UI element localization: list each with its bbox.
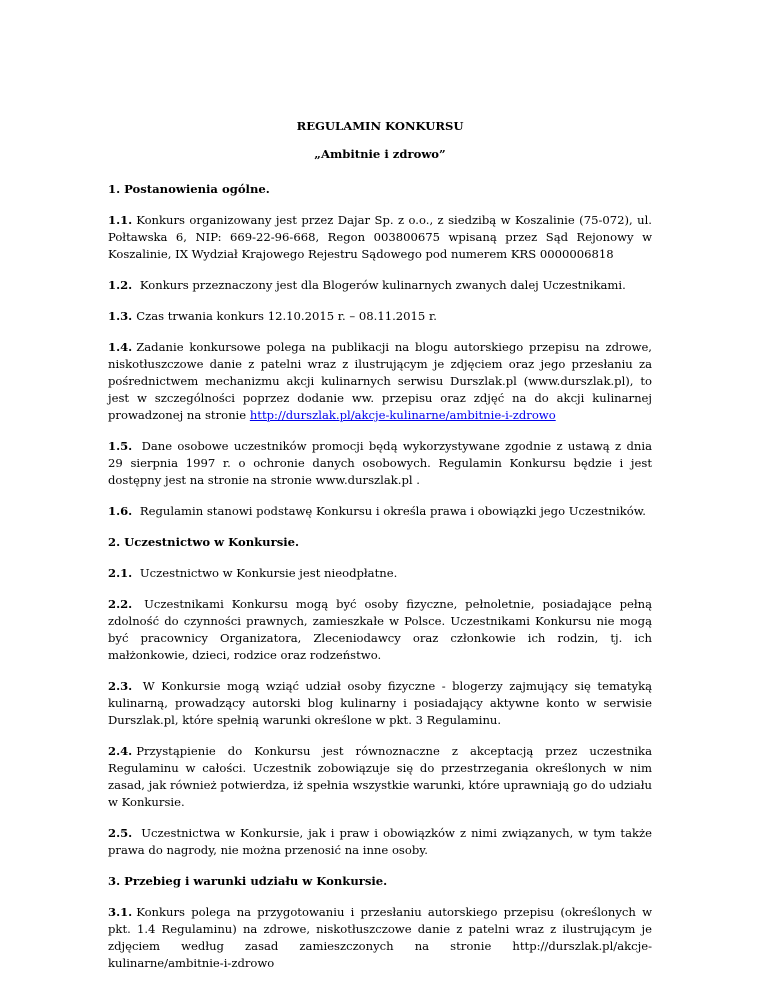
paragraph-number: 1.6. <box>108 504 133 518</box>
section-heading-2: 2. Uczestnictwo w Konkursie. <box>108 535 300 549</box>
paragraph-text: Konkurs przeznaczony jest dla Blogerów kulinarnych zwanych dalej Uczestnikami. <box>139 278 626 292</box>
paragraph-number: 1.3. <box>108 309 133 323</box>
contest-page-link[interactable]: http://durszlak.pl/akcje-kulinarne/ambitnie-i-zdrowo <box>249 408 556 422</box>
paragraph-text: Czas trwania konkurs 12.10.2015 r. – 08.11.2015 r. <box>136 309 437 323</box>
paragraph-text: Zadanie konkursowe polega na publikacji na blogu autorskiego przepisu na zdrowe, niskotłuszczowe danie z patelni wraz z ilustrującym je zdjęciem oraz jego przesłaniu za pośrednictwem mechanizmu akcji kulinarnych serwisu Durszlak.pl (www.durszlak.pl), to jest w szczególności poprzez dodanie ww. przepisu oraz zdjęć na do akcji kulinarnej prowadzonej na stronie <box>108 340 652 422</box>
paragraph-number: 1.2. <box>108 278 133 292</box>
paragraph-number: 1.1. <box>108 213 133 227</box>
section-heading-1: 1. Postanowienia ogólne. <box>108 182 270 196</box>
paragraph-3-1 <box>108 904 652 972</box>
paragraph-number: 2.2. <box>108 597 133 611</box>
document-title: REGULAMIN KONKURSU <box>296 119 464 133</box>
paragraph-1-6 <box>108 503 652 520</box>
section-heading-3: 3. Przebieg i warunki udziału w Konkursie. <box>108 874 388 888</box>
paragraph-text: W Konkursie mogą wziąć udział osoby fizyczne - blogerzy zajmujący się tematyką kulinarną, prowadzący autorski blog kulinarny i posiadający aktywne konto w serwisie Durszlak.pl, które spełnią warunki określone w pkt. 3 Regulaminu. <box>108 679 653 727</box>
paragraph-text: Regulamin stanowi podstawę Konkursu i określa prawa i obowiązki jego Uczestników. <box>139 504 646 518</box>
paragraph-number: 3.1. <box>108 905 133 919</box>
paragraph-text: Przystąpienie do Konkursu jest równoznaczne z akceptacją przez uczestnika Regulaminu w całości. Uczestnik zobowiązuje się do przestrzegania określonych w nim zasad, jak również potwierdza, iż spełnia wszystkie warunki, które uprawniają go do udziału w Konkursie. <box>108 744 652 809</box>
paragraph-1-4 <box>108 339 652 424</box>
paragraph-text: Uczestnictwa w Konkursie, jak i praw i obowiązków z nimi związanych, w tym także prawa do nagrody, nie można przenosić na inne osoby. <box>108 826 652 857</box>
paragraph-number: 2.5. <box>108 826 133 840</box>
paragraph-text: Konkurs organizowany jest przez Dajar Sp. z o.o., z siedzibą w Koszalinie (75-072), ul. Połtawska 6, NIP: 669-22-96-668, Regon 003800675 wpisaną przez Sąd Rejonowy w Koszalinie, IX Wydział Krajowego Rejestru Sądowego pod numerem KRS 0000006818 <box>108 213 652 261</box>
paragraph-1-5 <box>108 438 652 489</box>
paragraph-number: 2.4. <box>108 744 133 758</box>
paragraph-1-2 <box>108 277 652 294</box>
paragraph-number: 2.3. <box>108 679 133 693</box>
paragraph-1-1 <box>108 212 652 263</box>
paragraph-number: 2.1. <box>108 566 133 580</box>
paragraph-2-4 <box>108 743 652 811</box>
document-subtitle: „Ambitnie i zdrowo” <box>314 147 446 161</box>
paragraph-1-3 <box>108 308 652 325</box>
paragraph-text: Uczestnikami Konkursu mogą być osoby fizyczne, pełnoletnie, posiadające pełną zdolność do czynności prawnych, zamieszkałe w Polsce. Uczestnikami Konkursu nie mogą być pracownicy Organizatora, Zleceniodawcy oraz członkowie ich rodzin, tj. ich małżonkowie, dzieci, rodzice oraz rodzeństwo. <box>108 597 653 662</box>
paragraph-2-2 <box>108 596 652 664</box>
paragraph-text: Uczestnictwo w Konkursie jest nieodpłatne. <box>139 566 398 580</box>
paragraph-number: 1.4. <box>108 340 133 354</box>
paragraph-number: 1.5. <box>108 439 133 453</box>
paragraph-2-5 <box>108 825 652 859</box>
document-content <box>108 118 652 986</box>
paragraph-2-1 <box>108 565 652 582</box>
paragraph-text: Dane osobowe uczestników promocji będą wykorzystywane zgodnie z ustawą z dnia 29 sierpnia 1997 r. o ochronie danych osobowych. Regulamin Konkursu będzie i jest dostępny jest na stronie na stronie www.durszlak.pl . <box>108 439 652 487</box>
paragraph-2-3 <box>108 678 652 729</box>
paragraph-text: Konkurs polega na przygotowaniu i przesłaniu autorskiego przepisu (określonych w pkt. 1.4 Regulaminu) na zdrowe, niskotłuszczowe danie z patelni wraz z ilustrującym je zdjęciem według zasad zamieszczonych na stronie http://durszlak.pl/akcje-kulinarne/ambitnie-i-zdrowo <box>108 905 652 970</box>
